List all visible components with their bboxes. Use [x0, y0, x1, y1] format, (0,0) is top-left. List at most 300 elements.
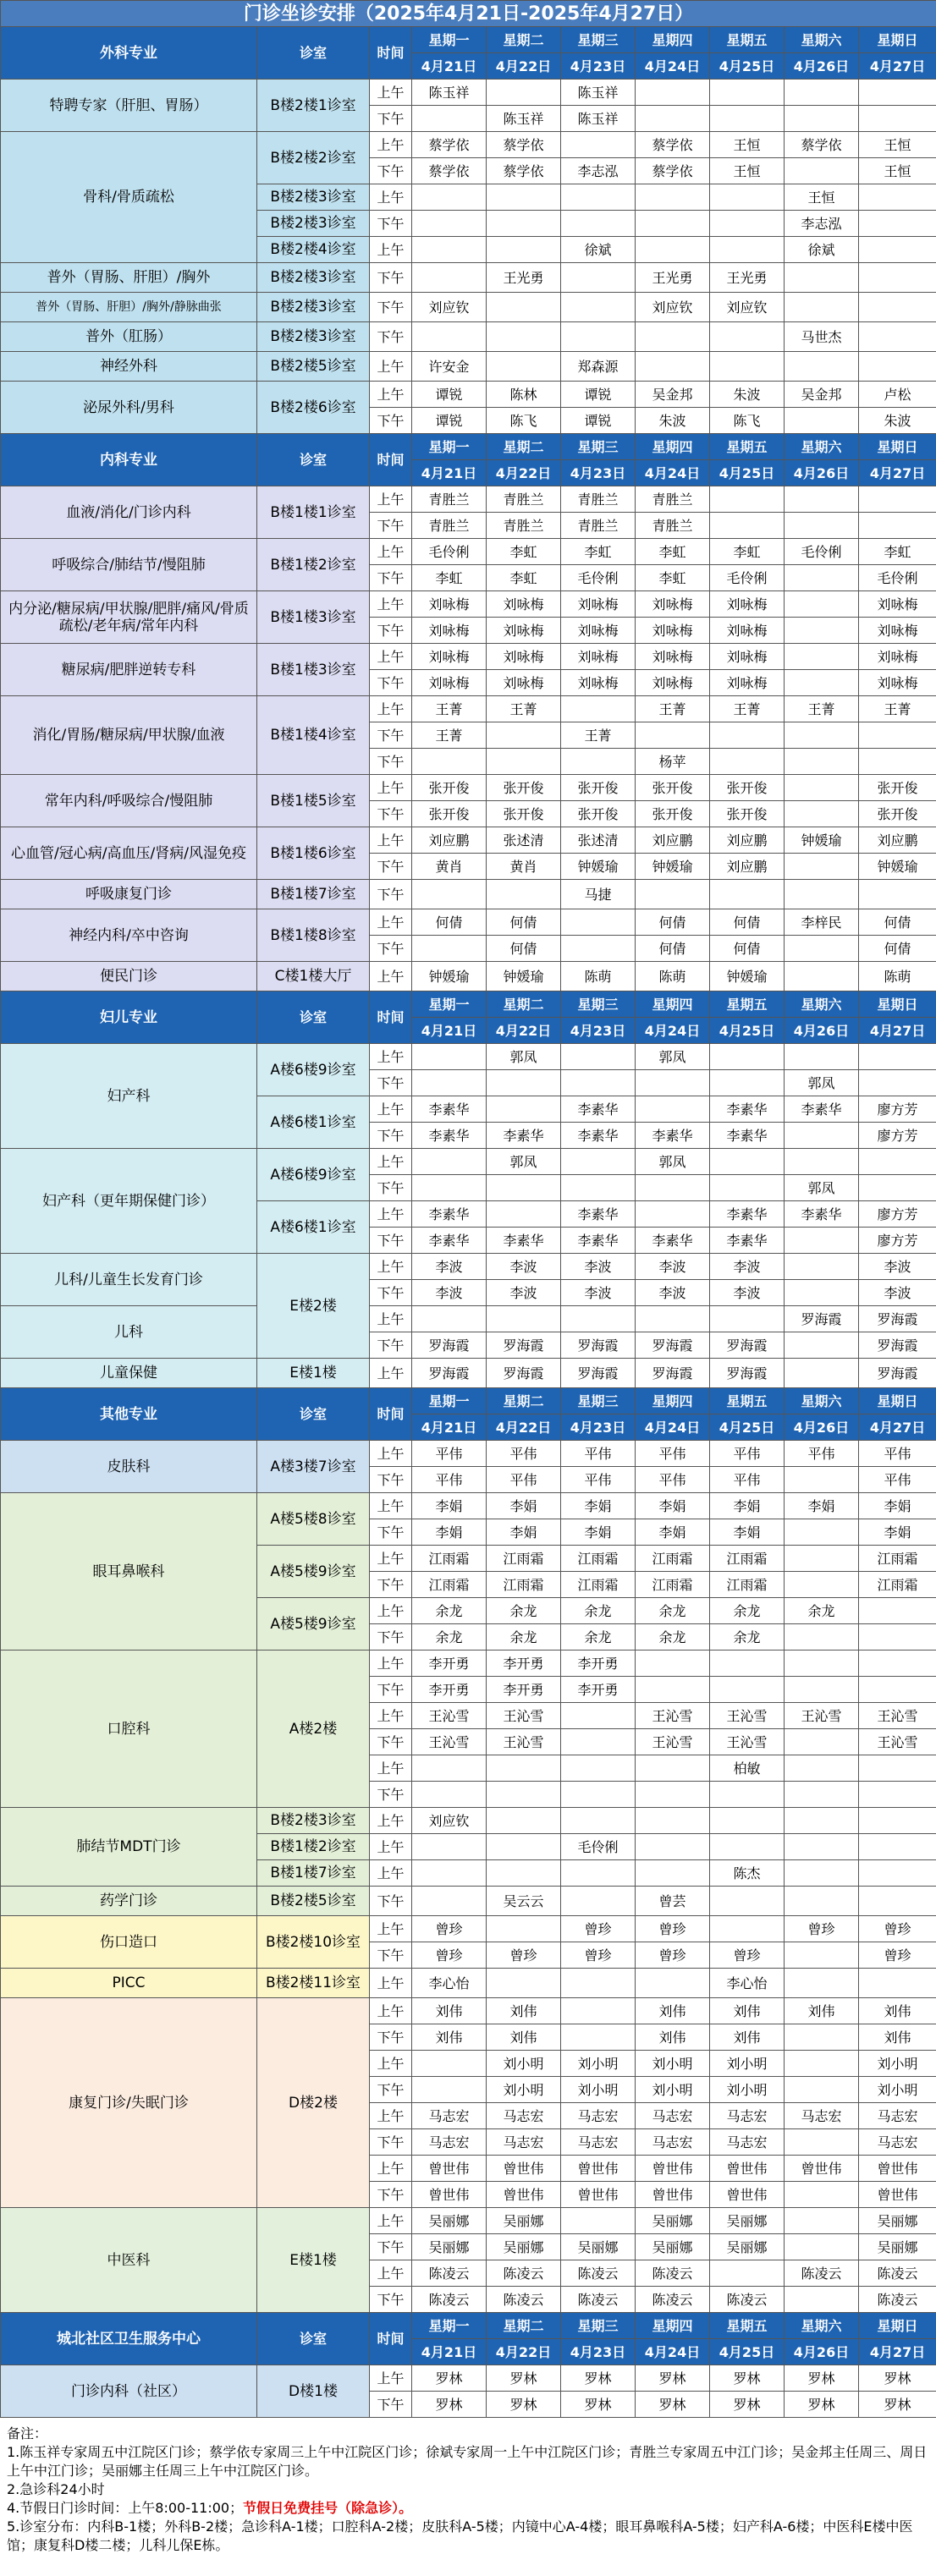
doctor-cell: [785, 591, 859, 618]
department-name: 中医科: [1, 2208, 257, 2313]
doctor-cell: [636, 237, 710, 263]
doctor-cell: 李波: [561, 1254, 636, 1280]
doctor-cell: [487, 1808, 561, 1834]
weekday-header: 星期二: [487, 2313, 561, 2339]
doctor-cell: 刘伟: [412, 1998, 487, 2024]
doctor-cell: 吴丽娜: [636, 2208, 710, 2234]
doctor-cell: 江雨霜: [412, 1546, 487, 1572]
doctor-cell: [487, 749, 561, 775]
doctor-cell: 刘咏梅: [561, 591, 636, 618]
doctor-cell: 平伟: [487, 1441, 561, 1467]
doctor-cell: [561, 696, 636, 722]
date-header: 4月27日: [859, 1018, 936, 1044]
doctor-cell: 李素华: [710, 1228, 785, 1254]
doctor-cell: 陈萌: [561, 962, 636, 991]
time-slot: 上午: [370, 2260, 412, 2287]
doctor-cell: [487, 1306, 561, 1332]
date-header: 4月27日: [859, 1414, 936, 1441]
doctor-cell: 马志宏: [859, 2103, 936, 2129]
doctor-cell: 刘咏梅: [412, 670, 487, 696]
doctor-cell: [636, 1070, 710, 1096]
doctor-cell: 曾世伟: [710, 2182, 785, 2208]
doctor-cell: 曾世伟: [487, 2156, 561, 2182]
doctor-cell: [561, 263, 636, 293]
doctor-cell: 刘应鹏: [636, 827, 710, 854]
doctor-cell: [785, 1519, 859, 1546]
department-name: 康复门诊/失眠门诊: [1, 1998, 257, 2208]
doctor-cell: 黄肖: [412, 854, 487, 880]
doctor-cell: 王光勇: [710, 263, 785, 293]
doctor-cell: 刘伟: [859, 1998, 936, 2024]
time-slot: 下午: [370, 1467, 412, 1493]
doctor-cell: 李波: [636, 1254, 710, 1280]
doctor-cell: 刘小明: [859, 2077, 936, 2103]
doctor-cell: 李志泓: [561, 158, 636, 184]
time-slot: 上午: [370, 80, 412, 106]
doctor-cell: 罗林: [785, 2365, 859, 2392]
date-header: 4月24日: [636, 460, 710, 486]
doctor-cell: [859, 486, 936, 513]
time-header: 时间: [370, 1388, 412, 1441]
doctor-cell: 王恒: [710, 158, 785, 184]
time-slot: 下午: [370, 1887, 412, 1916]
time-slot: 下午: [370, 293, 412, 322]
time-slot: 上午: [370, 2156, 412, 2182]
doctor-cell: [636, 352, 710, 382]
doctor-cell: [487, 880, 561, 909]
doctor-cell: 刘小明: [859, 2051, 936, 2077]
doctor-cell: 黄肖: [487, 854, 561, 880]
doctor-cell: 李素华: [412, 1123, 487, 1149]
date-header: 4月24日: [636, 1018, 710, 1044]
doctor-cell: [412, 1070, 487, 1096]
doctor-cell: [859, 1624, 936, 1651]
doctor-cell: 青胜兰: [561, 486, 636, 513]
doctor-cell: [785, 1123, 859, 1149]
doctor-cell: 刘咏梅: [487, 644, 561, 670]
time-slot: 下午: [370, 1729, 412, 1755]
section-header-row: [1, 1388, 936, 1414]
doctor-cell: [561, 1860, 636, 1887]
schedule-row: [1, 1306, 936, 1332]
doctor-cell: 刘咏梅: [710, 591, 785, 618]
doctor-cell: [785, 1359, 859, 1388]
doctor-cell: 曾世伟: [561, 2156, 636, 2182]
doctor-cell: 李素华: [710, 1096, 785, 1123]
doctor-cell: 李虹: [636, 539, 710, 565]
doctor-cell: [859, 1887, 936, 1916]
doctor-cell: 李素华: [412, 1096, 487, 1123]
doctor-cell: 李开勇: [561, 1651, 636, 1677]
weekday-header: 星期三: [561, 2313, 636, 2339]
doctor-cell: [636, 1969, 710, 1998]
schedule-row: [1, 775, 936, 801]
doctor-cell: [561, 1969, 636, 1998]
department-name: 神经内科/卒中咨询: [1, 909, 257, 962]
date-header: 4月26日: [785, 2339, 859, 2365]
doctor-cell: [487, 352, 561, 382]
section-name: 其他专业: [1, 1388, 257, 1441]
doctor-cell: [710, 352, 785, 382]
time-header: 时间: [370, 434, 412, 486]
doctor-cell: 朱波: [859, 408, 936, 434]
doctor-cell: 王恒: [859, 158, 936, 184]
doctor-cell: 刘小明: [487, 2051, 561, 2077]
section-name: 外科专业: [1, 27, 257, 80]
date-header: 4月22日: [487, 460, 561, 486]
time-header: 时间: [370, 991, 412, 1044]
room-name: B楼2楼6诊室: [257, 382, 370, 434]
doctor-cell: [636, 1677, 710, 1703]
time-slot: 上午: [370, 591, 412, 618]
doctor-cell: 吴云云: [487, 1887, 561, 1916]
doctor-cell: 刘咏梅: [710, 670, 785, 696]
doctor-cell: [859, 184, 936, 211]
time-slot: 上午: [370, 1808, 412, 1834]
doctor-cell: 王恒: [785, 184, 859, 211]
doctor-cell: 陈飞: [487, 408, 561, 434]
room-name: B楼1楼7诊室: [257, 1860, 370, 1887]
date-header: 4月25日: [710, 1414, 785, 1441]
doctor-cell: 平伟: [710, 1467, 785, 1493]
doctor-cell: 张开俊: [487, 775, 561, 801]
date-header: 4月21日: [412, 53, 487, 80]
weekday-header: 星期二: [487, 1388, 561, 1414]
doctor-cell: 曾世伟: [710, 2156, 785, 2182]
time-slot: 下午: [370, 1228, 412, 1254]
department-name: 肺结节MDT门诊: [1, 1808, 257, 1887]
doctor-cell: [785, 486, 859, 513]
room-header: 诊室: [257, 27, 370, 80]
time-slot: 下午: [370, 1572, 412, 1598]
doctor-cell: 余龙: [710, 1598, 785, 1624]
time-slot: 上午: [370, 1096, 412, 1123]
doctor-cell: 李娟: [561, 1519, 636, 1546]
doctor-cell: [785, 2077, 859, 2103]
doctor-cell: 江雨霜: [561, 1572, 636, 1598]
doctor-cell: [412, 1044, 487, 1070]
doctor-cell: [487, 722, 561, 749]
doctor-cell: 王沁雪: [412, 1703, 487, 1729]
doctor-cell: 刘小明: [636, 2051, 710, 2077]
doctor-cell: [785, 352, 859, 382]
doctor-cell: [710, 1070, 785, 1096]
doctor-cell: 张开俊: [636, 801, 710, 827]
doctor-cell: 陈林: [487, 382, 561, 408]
doctor-cell: [859, 1149, 936, 1175]
doctor-cell: 李娟: [859, 1519, 936, 1546]
doctor-cell: 陈凌云: [785, 2260, 859, 2287]
doctor-cell: 李波: [412, 1280, 487, 1306]
room-name: B楼2楼2诊室: [257, 132, 370, 184]
doctor-cell: 江雨霜: [636, 1546, 710, 1572]
department-name: 普外（胃肠、肝胆）/胸外/静脉曲张: [1, 293, 257, 322]
time-slot: 下午: [370, 1332, 412, 1359]
doctor-cell: 刘咏梅: [636, 670, 710, 696]
doctor-cell: [636, 880, 710, 909]
doctor-cell: 马志宏: [636, 2129, 710, 2156]
doctor-cell: 李波: [859, 1280, 936, 1306]
doctor-cell: [859, 1860, 936, 1887]
date-header: 4月25日: [710, 460, 785, 486]
time-slot: 下午: [370, 801, 412, 827]
schedule-row: [1, 827, 936, 854]
doctor-cell: 罗林: [561, 2392, 636, 2418]
section-name: 内科专业: [1, 434, 257, 486]
doctor-cell: [561, 909, 636, 936]
doctor-cell: 罗林: [636, 2392, 710, 2418]
doctor-cell: 吴丽娜: [636, 2234, 710, 2260]
time-slot: 下午: [370, 2234, 412, 2260]
schedule-row: [1, 962, 936, 991]
doctor-cell: 蔡学依: [412, 158, 487, 184]
doctor-cell: 李虹: [487, 565, 561, 591]
department-name: 泌尿外科/男科: [1, 382, 257, 434]
doctor-cell: [412, 263, 487, 293]
doctor-cell: 余龙: [487, 1624, 561, 1651]
doctor-cell: 马志宏: [710, 2129, 785, 2156]
weekday-header: 星期五: [710, 434, 785, 460]
time-slot: 上午: [370, 1359, 412, 1388]
time-slot: 上午: [370, 1651, 412, 1677]
schedule-row: [1, 322, 936, 352]
room-name: B楼2楼10诊室: [257, 1916, 370, 1969]
doctor-cell: 曾世伟: [412, 2156, 487, 2182]
doctor-cell: 李素华: [412, 1201, 487, 1228]
weekday-header: 星期三: [561, 27, 636, 53]
doctor-cell: 张述清: [487, 827, 561, 854]
room-name: B楼2楼5诊室: [257, 352, 370, 382]
date-header: 4月23日: [561, 53, 636, 80]
doctor-cell: 李娟: [561, 1493, 636, 1519]
doctor-cell: 廖方芳: [859, 1228, 936, 1254]
date-header: 4月26日: [785, 53, 859, 80]
room-header: 诊室: [257, 1388, 370, 1441]
time-slot: 上午: [370, 382, 412, 408]
room-name: A楼6楼9诊室: [257, 1149, 370, 1201]
doctor-cell: [710, 1782, 785, 1808]
weekday-header: 星期一: [412, 2313, 487, 2339]
doctor-cell: 马志宏: [487, 2103, 561, 2129]
weekday-header: 星期五: [710, 27, 785, 53]
doctor-cell: [412, 2051, 487, 2077]
doctor-cell: [785, 962, 859, 991]
doctor-cell: [785, 565, 859, 591]
doctor-cell: 刘咏梅: [859, 644, 936, 670]
doctor-cell: 王沁雪: [859, 1703, 936, 1729]
doctor-cell: 谭锐: [412, 382, 487, 408]
doctor-cell: [636, 1808, 710, 1834]
schedule-row: [1, 1149, 936, 1175]
time-slot: 下午: [370, 408, 412, 434]
schedule-row: [1, 1441, 936, 1467]
doctor-cell: 曾世伟: [636, 2182, 710, 2208]
doctor-cell: 青胜兰: [487, 513, 561, 539]
doctor-cell: 陈萌: [636, 962, 710, 991]
doctor-cell: [710, 1149, 785, 1175]
schedule-row: [1, 1808, 936, 1834]
doctor-cell: 罗林: [412, 2392, 487, 2418]
doctor-cell: 曾世伟: [412, 2182, 487, 2208]
doctor-cell: 余龙: [561, 1624, 636, 1651]
doctor-cell: 青胜兰: [412, 513, 487, 539]
time-slot: 上午: [370, 1860, 412, 1887]
doctor-cell: 钟媛瑜: [859, 854, 936, 880]
department-name: 血液/消化/门诊内科: [1, 486, 257, 539]
doctor-cell: 平伟: [561, 1441, 636, 1467]
time-slot: 上午: [370, 1441, 412, 1467]
room-name: C楼1楼大厅: [257, 962, 370, 991]
doctor-cell: 蔡学依: [487, 132, 561, 158]
time-slot: 上午: [370, 1149, 412, 1175]
date-header: 4月21日: [412, 460, 487, 486]
doctor-cell: 朱波: [636, 408, 710, 434]
schedule-row: [1, 1359, 936, 1388]
doctor-cell: 刘伟: [710, 2024, 785, 2051]
doctor-cell: 罗海霞: [412, 1332, 487, 1359]
date-header: 4月23日: [561, 460, 636, 486]
room-name: B楼1楼4诊室: [257, 696, 370, 775]
schedule-row: [1, 1969, 936, 1998]
department-name: 消化/胃肠/糖尿病/甲状腺/血液: [1, 696, 257, 775]
doctor-cell: 钟媛瑜: [412, 962, 487, 991]
doctor-cell: 李娟: [785, 1493, 859, 1519]
time-slot: 上午: [370, 1916, 412, 1942]
doctor-cell: 刘咏梅: [710, 618, 785, 644]
doctor-cell: 毛伶俐: [710, 565, 785, 591]
doctor-cell: [785, 1729, 859, 1755]
doctor-cell: 蔡学依: [785, 132, 859, 158]
department-name: 儿童保健: [1, 1359, 257, 1388]
doctor-cell: 刘应鹏: [710, 854, 785, 880]
section-header-row: [1, 434, 936, 460]
doctor-cell: 刘小明: [710, 2077, 785, 2103]
room-name: A楼6楼1诊室: [257, 1201, 370, 1254]
room-name: B楼2楼1诊室: [257, 80, 370, 132]
doctor-cell: 曾世伟: [859, 2182, 936, 2208]
schedule-row: [1, 880, 936, 909]
doctor-cell: 王恒: [710, 132, 785, 158]
doctor-cell: [710, 1044, 785, 1070]
doctor-cell: [487, 80, 561, 106]
date-header: 4月26日: [785, 1018, 859, 1044]
doctor-cell: 曾珍: [710, 1942, 785, 1969]
doctor-cell: [636, 722, 710, 749]
doctor-cell: 李心怡: [710, 1969, 785, 1998]
doctor-cell: [859, 513, 936, 539]
date-header: 4月27日: [859, 2339, 936, 2365]
doctor-cell: 平伟: [785, 1441, 859, 1467]
room-name: A楼6楼9诊室: [257, 1044, 370, 1096]
doctor-cell: [785, 1044, 859, 1070]
department-name: 心血管/冠心病/高血压/肾病/风湿免疫: [1, 827, 257, 880]
time-slot: 上午: [370, 1834, 412, 1860]
doctor-cell: [785, 749, 859, 775]
time-header: 时间: [370, 2313, 412, 2365]
doctor-cell: [710, 1887, 785, 1916]
doctor-cell: 刘咏梅: [859, 670, 936, 696]
doctor-cell: 郑森源: [561, 352, 636, 382]
doctor-cell: [785, 1546, 859, 1572]
weekday-header: 星期三: [561, 434, 636, 460]
doctor-cell: 曾珍: [561, 1942, 636, 1969]
schedule-row: [1, 1651, 936, 1677]
doctor-cell: 李波: [561, 1280, 636, 1306]
doctor-cell: 吴金邦: [636, 382, 710, 408]
doctor-cell: [487, 184, 561, 211]
doctor-cell: [487, 1175, 561, 1201]
doctor-cell: 张开俊: [859, 801, 936, 827]
doctor-cell: [710, 1651, 785, 1677]
doctor-cell: 马志宏: [785, 2103, 859, 2129]
doctor-cell: [785, 1782, 859, 1808]
room-name: B楼2楼3诊室: [257, 263, 370, 293]
doctor-cell: 陈玉祥: [487, 106, 561, 132]
doctor-cell: 李素华: [636, 1123, 710, 1149]
doctor-cell: [412, 184, 487, 211]
weekday-header: 星期一: [412, 1388, 487, 1414]
doctor-cell: 青胜兰: [561, 513, 636, 539]
doctor-cell: 张开俊: [487, 801, 561, 827]
schedule-row: [1, 132, 936, 158]
doctor-cell: 罗林: [561, 2365, 636, 2392]
weekday-header: 星期四: [636, 991, 710, 1018]
doctor-cell: 江雨霜: [710, 1572, 785, 1598]
time-slot: 上午: [370, 1703, 412, 1729]
doctor-cell: [785, 2024, 859, 2051]
doctor-cell: 陈玉祥: [561, 106, 636, 132]
notes-title: 备注：: [7, 2425, 48, 2441]
doctor-cell: 钟媛瑜: [561, 854, 636, 880]
weekday-header: 星期三: [561, 1388, 636, 1414]
doctor-cell: 王沁雪: [710, 1729, 785, 1755]
doctor-cell: 王沁雪: [636, 1703, 710, 1729]
doctor-cell: [487, 1096, 561, 1123]
doctor-cell: 李素华: [412, 1228, 487, 1254]
doctor-cell: 何倩: [636, 936, 710, 962]
date-header: 4月22日: [487, 2339, 561, 2365]
weekday-header: 星期三: [561, 991, 636, 1018]
time-slot: 下午: [370, 2024, 412, 2051]
weekday-header: 星期一: [412, 434, 487, 460]
time-slot: 下午: [370, 2287, 412, 2313]
doctor-cell: [710, 513, 785, 539]
doctor-cell: [785, 1254, 859, 1280]
doctor-cell: 李素华: [561, 1123, 636, 1149]
doctor-cell: [785, 158, 859, 184]
doctor-cell: 平伟: [859, 1441, 936, 1467]
doctor-cell: 陈飞: [710, 408, 785, 434]
doctor-cell: 罗海霞: [636, 1332, 710, 1359]
doctor-cell: 吴丽娜: [487, 2208, 561, 2234]
doctor-cell: [785, 1624, 859, 1651]
time-slot: 上午: [370, 962, 412, 991]
time-slot: 上午: [370, 1546, 412, 1572]
doctor-cell: [785, 2182, 859, 2208]
doctor-cell: [487, 322, 561, 352]
doctor-cell: 罗林: [710, 2365, 785, 2392]
doctor-cell: 毛伶俐: [561, 565, 636, 591]
doctor-cell: [487, 293, 561, 322]
time-slot: 上午: [370, 132, 412, 158]
doctor-cell: 罗林: [412, 2365, 487, 2392]
weekday-header: 星期四: [636, 27, 710, 53]
doctor-cell: [561, 749, 636, 775]
doctor-cell: 曾世伟: [636, 2156, 710, 2182]
doctor-cell: 蔡学依: [636, 158, 710, 184]
doctor-cell: [561, 2024, 636, 2051]
doctor-cell: [785, 854, 859, 880]
